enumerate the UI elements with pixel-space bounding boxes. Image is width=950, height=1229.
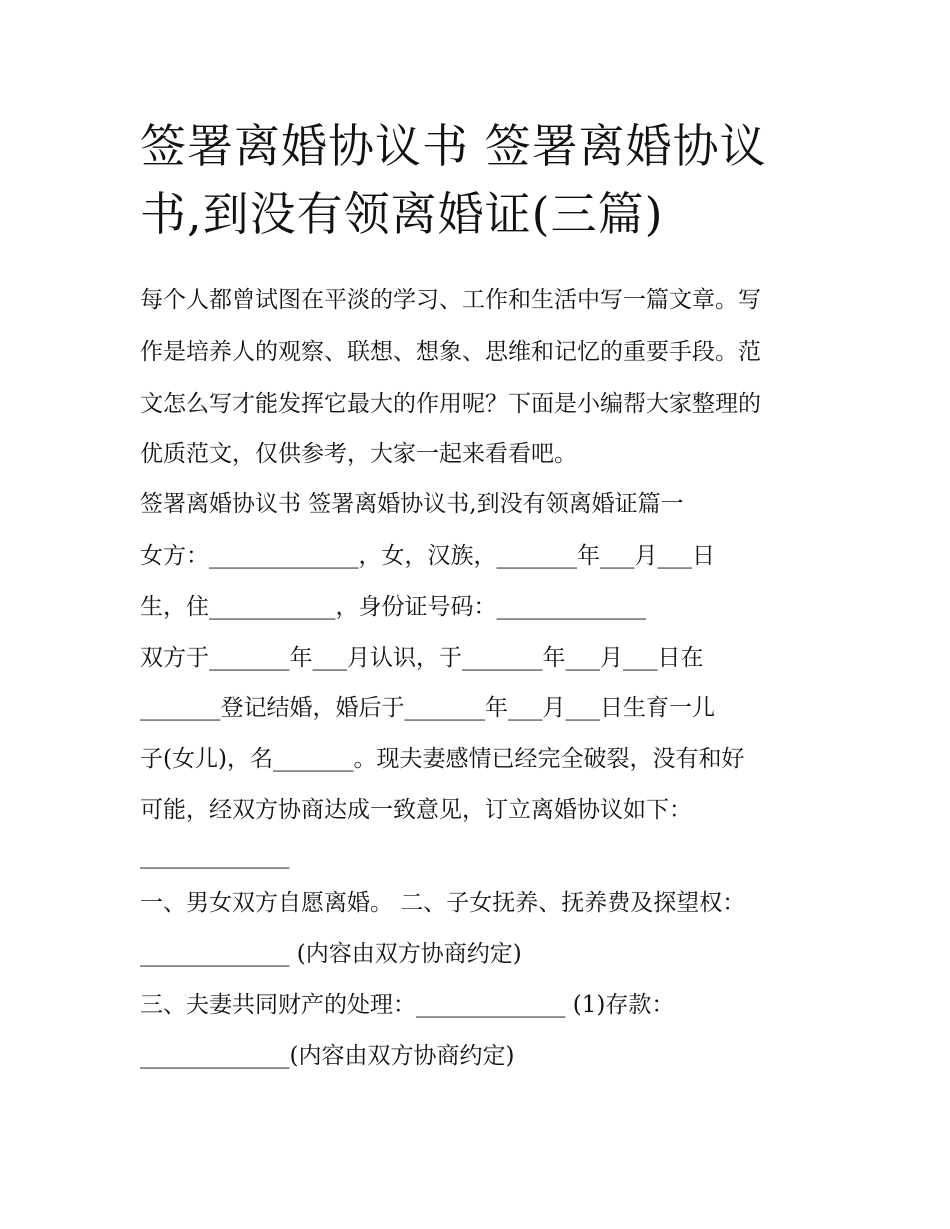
body-line: _______登记结婚，婚后于_______年___月___日生育一儿 [140,695,715,721]
body-line: 子(女儿)，名_______。现夫妻感情已经完全破裂，没有和好 [140,746,745,772]
intro-line-1: 每个人都曾试图在平淡的学习、工作和生活中写一篇文章。写 [140,287,761,313]
blank-line: _____________ [140,843,290,869]
body-line: 双方于_______年___月认识，于_______年___月___日在 [140,645,704,671]
body-line: 生，住___________，身份证号码：_____________ [140,594,646,620]
title-line-2: 书,到没有领离婚证(三篇) [140,187,664,241]
clause-line: 一、男女双方自愿离婚。 二、子女抚养、抚养费及探望权： [140,890,746,916]
clause-line: _____________(内容由双方协商约定) [140,1043,515,1069]
intro-line-2: 作是培养人的观察、联想、想象、思维和记忆的重要手段。范 [140,339,761,365]
body-line: 女方：_____________，女，汉族，_______年___月___日 [140,543,715,569]
clause-line: _____________ (内容由双方协商约定) [140,941,522,967]
intro-line-4: 优质范文，仅供参考，大家一起来看看吧。 [140,441,577,467]
document-title [140,112,830,248]
intro-line-3: 文怎么写才能发挥它最大的作用呢？下面是小编帮大家整理的 [140,391,761,417]
section-heading: 签署离婚协议书 签署离婚协议书,到没有领离婚证篇一 [140,491,684,517]
title-line-1: 签署离婚协议书 签署离婚协议 [140,119,767,173]
clause-line: 三、夫妻共同财产的处理：_____________ (1)存款： [140,992,675,1018]
body-line: 可能，经双方协商达成一致意见，订立离婚协议如下： [140,797,692,823]
